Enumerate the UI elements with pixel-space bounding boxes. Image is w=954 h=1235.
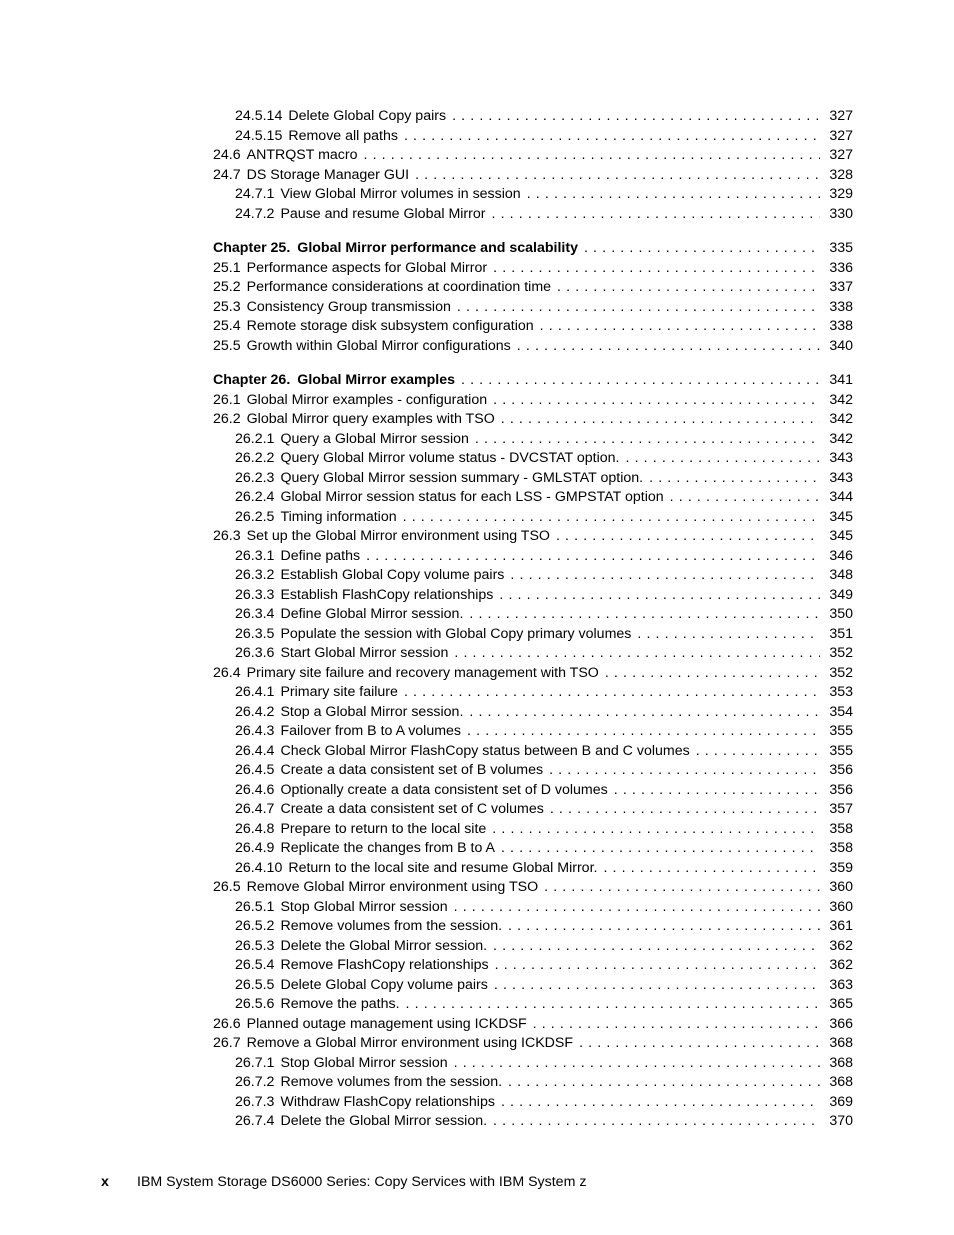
table-of-contents [213, 107, 853, 1132]
toc-entry[interactable] [213, 1112, 853, 1132]
toc-entry-title: Planned outage management using ICKDSF [246, 1015, 527, 1032]
toc-entry-page: 337 [829, 279, 853, 295]
toc-entry-page: 344 [829, 489, 853, 505]
toc-entry-page: 363 [829, 976, 853, 993]
dot-leader [501, 1093, 820, 1113]
toc-entry-number: 25.5 [213, 337, 241, 354]
dot-leader [415, 166, 820, 186]
toc-entry-title: Remove a Global Mirror environment using ICKDSF [246, 1035, 574, 1051]
toc-entry-number: 26.3.6 [235, 645, 275, 661]
toc-entry-page: 342 [829, 391, 853, 408]
toc-entry[interactable] [213, 146, 853, 166]
toc-entry-number: 26.5.4 [235, 957, 275, 973]
dot-leader [544, 878, 820, 898]
toc-entry-page: 348 [829, 567, 853, 583]
toc-entry-title: Define paths [280, 547, 361, 564]
toc-entry[interactable] [213, 508, 853, 528]
toc-entry-title: Remove the paths. [280, 996, 400, 1012]
toc-entry-page: 368 [829, 1074, 853, 1090]
toc-entry-title: Prepare to return to the local site [280, 820, 487, 837]
toc-entry[interactable] [213, 664, 853, 684]
toc-entry[interactable] [213, 1015, 853, 1035]
toc-entry-title: Timing information [280, 508, 397, 525]
toc-entry-number: 26.4.3 [235, 723, 275, 739]
toc-entry-title: View Global Mirror volumes in session [280, 186, 521, 202]
toc-entry-page: 343 [829, 469, 853, 486]
toc-entry-page: 327 [829, 147, 853, 163]
toc-entry[interactable] [213, 917, 853, 937]
toc-entry-title: Primary site failure [280, 684, 398, 700]
page-number: x [101, 1174, 109, 1190]
dot-leader [637, 625, 820, 645]
toc-entry[interactable] [213, 820, 853, 840]
toc-entry[interactable] [213, 337, 853, 357]
toc-entry-number: 24.7 [213, 166, 241, 183]
toc-entry-number: 26.4 [213, 664, 241, 681]
dot-leader [493, 391, 820, 411]
toc-entry[interactable] [213, 1073, 853, 1093]
toc-entry-number: 26.2.2 [235, 450, 275, 466]
toc-entry[interactable] [213, 1054, 853, 1074]
toc-entry[interactable] [213, 391, 853, 411]
toc-entry-title: Global Mirror session status for each LSS - GMPSTAT option [280, 489, 664, 505]
toc-entry-title: Global Mirror examples [297, 372, 455, 388]
toc-entry[interactable] [213, 278, 853, 298]
toc-entry-page: 365 [829, 996, 853, 1012]
toc-entry[interactable] [213, 781, 853, 801]
toc-entry[interactable] [213, 878, 853, 898]
toc-entry-page: 328 [829, 166, 853, 183]
toc-entry-page: 357 [829, 801, 853, 817]
toc-entry-number: 26.4.5 [235, 762, 275, 778]
dot-leader [556, 527, 820, 547]
toc-entry-page: 335 [829, 240, 853, 256]
toc-entry-title: Delete Global Copy pairs [288, 108, 447, 124]
toc-entry-page: 338 [829, 318, 853, 334]
toc-entry[interactable] [213, 107, 853, 127]
toc-entry-page: 355 [829, 742, 853, 759]
toc-entry-number: 26.5.3 [235, 937, 275, 954]
dot-leader [499, 586, 820, 606]
toc-entry-number: 26.3.3 [235, 586, 275, 603]
dot-leader [493, 1112, 820, 1132]
toc-entry-number: 26.4.8 [235, 820, 275, 837]
toc-entry[interactable] [213, 976, 853, 996]
toc-block [213, 107, 853, 224]
toc-entry-title: Global Mirror examples - configuration [246, 391, 488, 408]
toc-entry-title: Stop Global Mirror session [280, 1054, 448, 1071]
toc-entry-title: Remove volumes from the session. [280, 1074, 503, 1090]
dot-leader [454, 898, 820, 918]
toc-entry-number: 26.7.3 [235, 1093, 275, 1110]
toc-entry-number: 26.5 [213, 879, 241, 895]
toc-entry-page: 342 [829, 411, 853, 427]
toc-entry[interactable] [213, 742, 853, 762]
toc-entry-number: 26.2.3 [235, 469, 275, 486]
toc-entry-title: Delete Global Copy volume pairs [280, 976, 488, 993]
toc-entry[interactable] [213, 205, 853, 225]
dot-leader [605, 664, 820, 684]
page-footer [101, 1173, 586, 1191]
toc-entry[interactable] [213, 430, 853, 450]
toc-entry-number: 24.5.14 [235, 108, 283, 124]
toc-entry-number: 26.4.1 [235, 684, 275, 700]
toc-entry[interactable] [213, 298, 853, 318]
toc-entry-page: 362 [829, 957, 853, 973]
toc-entry-title: Query Global Mirror session summary - GMLSTAT option. [280, 469, 644, 486]
toc-entry-page: 352 [829, 664, 853, 681]
toc-entry[interactable] [213, 956, 853, 976]
toc-entry[interactable] [213, 1093, 853, 1113]
toc-entry-title: Stop Global Mirror session [280, 898, 448, 915]
dot-leader [475, 430, 820, 450]
toc-entry-number: 26.5.6 [235, 996, 275, 1012]
toc-entry-number: 26.7.1 [235, 1054, 275, 1071]
toc-entry[interactable] [213, 469, 853, 489]
toc-entry-page: 358 [829, 840, 853, 856]
toc-entry-page: 370 [829, 1113, 853, 1129]
toc-block [213, 371, 853, 1132]
toc-entry-number: 24.6 [213, 147, 241, 163]
toc-entry-title: Global Mirror query examples with TSO [246, 411, 495, 427]
toc-entry-page: 341 [829, 372, 853, 388]
toc-entry-number: 26.4.10 [235, 859, 283, 876]
toc-entry-number: 26.4.2 [235, 703, 275, 720]
toc-entry-page: 350 [829, 606, 853, 622]
toc-entry-page: 353 [829, 684, 853, 700]
dot-leader [454, 644, 820, 664]
dot-leader [550, 800, 820, 820]
toc-entry-number: 25.3 [213, 298, 241, 315]
toc-entry-number: 26.3.4 [235, 606, 275, 622]
toc-entry-title: Pause and resume Global Mirror [280, 205, 486, 222]
toc-entry-number: 24.7.1 [235, 186, 275, 202]
toc-entry-number: 26.7.2 [235, 1074, 275, 1090]
toc-entry-number: 26.3 [213, 528, 241, 544]
toc-entry-page: 327 [829, 108, 853, 124]
toc-entry-page: 352 [829, 645, 853, 661]
dot-leader [467, 722, 820, 742]
toc-entry[interactable] [213, 703, 853, 723]
toc-entry-title: Global Mirror performance and scalability [297, 240, 578, 256]
toc-entry[interactable] [213, 644, 853, 664]
toc-entry-page: 338 [829, 298, 853, 315]
toc-entry-page: 340 [829, 337, 853, 354]
toc-entry[interactable] [213, 800, 853, 820]
dot-leader [469, 605, 820, 625]
toc-entry-title: Stop a Global Mirror session. [280, 703, 464, 720]
toc-entry-number: 26.3.2 [235, 567, 275, 583]
toc-entry-page: 354 [829, 703, 853, 720]
book-title: IBM System Storage DS6000 Series: Copy Services with IBM System z [137, 1174, 587, 1190]
toc-entry-number: 26.6 [213, 1015, 241, 1032]
toc-entry-number: 26.2.5 [235, 508, 275, 525]
dot-leader [540, 317, 820, 337]
dot-leader [461, 371, 820, 391]
dot-leader [508, 917, 820, 937]
dot-leader [603, 859, 820, 879]
toc-entry-number: Chapter 25. [213, 240, 291, 256]
toc-entry-title: Establish FlashCopy relationships [280, 586, 494, 603]
toc-entry-number: Chapter 26. [213, 372, 291, 388]
toc-entry-number: 26.5.2 [235, 918, 275, 934]
toc-entry-title: Withdraw FlashCopy relationships [280, 1093, 495, 1110]
toc-entry[interactable] [213, 898, 853, 918]
toc-entry-number: 24.7.2 [235, 205, 275, 222]
toc-entry[interactable] [213, 449, 853, 469]
dot-leader [495, 956, 820, 976]
dot-leader [625, 449, 820, 469]
toc-entry-title: Remove FlashCopy relationships [280, 957, 489, 973]
toc-entry-page: 368 [829, 1035, 853, 1051]
toc-entry-number: 26.2.4 [235, 489, 275, 505]
toc-entry-number: 26.4.4 [235, 742, 275, 759]
toc-entry-page: 330 [829, 205, 853, 222]
toc-entry-page: 356 [829, 762, 853, 778]
toc-entry-title: Remove volumes from the session. [280, 918, 503, 934]
dot-leader [614, 781, 820, 801]
toc-entry[interactable] [213, 410, 853, 430]
toc-entry-title: Consistency Group transmission [246, 298, 451, 315]
toc-entry[interactable] [213, 1034, 853, 1054]
toc-entry[interactable] [213, 839, 853, 859]
dot-leader [404, 127, 820, 147]
toc-entry-title: Query Global Mirror volume status - DVCSTAT option. [280, 450, 620, 466]
dot-leader [696, 742, 820, 762]
toc-entry[interactable] [213, 566, 853, 586]
dot-leader [501, 410, 820, 430]
toc-entry[interactable] [213, 488, 853, 508]
toc-entry-page: 336 [829, 259, 853, 276]
toc-entry[interactable] [213, 761, 853, 781]
toc-entry-title: ANTRQST macro [246, 147, 358, 163]
toc-entry[interactable] [213, 317, 853, 337]
dot-leader [454, 1054, 820, 1074]
dot-leader [557, 278, 820, 298]
toc-entry-title: Create a data consistent set of C volumes [280, 801, 544, 817]
toc-entry-page: 343 [829, 450, 853, 466]
dot-leader [406, 995, 820, 1015]
dot-leader [364, 146, 820, 166]
toc-entry-number: 26.2.1 [235, 430, 275, 447]
dot-leader [584, 239, 820, 259]
toc-entry-page: 366 [829, 1015, 853, 1032]
toc-entry-number: 26.1 [213, 391, 241, 408]
dot-leader [452, 107, 820, 127]
toc-entry-page: 349 [829, 586, 853, 603]
dot-leader [493, 937, 820, 957]
toc-entry[interactable] [213, 625, 853, 645]
toc-entry[interactable] [213, 185, 853, 205]
toc-entry-page: 368 [829, 1054, 853, 1071]
dot-leader [493, 259, 820, 279]
toc-block [213, 239, 853, 356]
toc-entry-page: 359 [829, 859, 853, 876]
toc-entry-number: 26.4.7 [235, 801, 275, 817]
toc-entry[interactable] [213, 605, 853, 625]
toc-entry-number: 26.7.4 [235, 1113, 275, 1129]
toc-entry-number: 26.2 [213, 411, 241, 427]
toc-chapter-entry[interactable] [213, 239, 853, 259]
toc-entry-number: 26.5.1 [235, 898, 275, 915]
dot-leader [404, 683, 820, 703]
toc-entry[interactable] [213, 166, 853, 186]
toc-entry[interactable] [213, 547, 853, 567]
toc-entry-number: 26.3.5 [235, 625, 275, 642]
toc-entry-title: Query a Global Mirror session [280, 430, 469, 447]
toc-entry-page: 360 [829, 879, 853, 895]
toc-entry-page: 351 [829, 625, 853, 642]
toc-entry-title: Return to the local site and resume Global Mirror. [288, 859, 598, 876]
toc-entry[interactable] [213, 722, 853, 742]
toc-entry-page: 355 [829, 723, 853, 739]
toc-entry-title: Define Global Mirror session. [280, 606, 464, 622]
toc-entry[interactable] [213, 859, 853, 879]
dot-leader [403, 508, 820, 528]
toc-entry-number: 26.3.1 [235, 547, 275, 564]
toc-entry-title: Growth within Global Mirror configurations [246, 337, 511, 354]
toc-entry-title: Create a data consistent set of B volumes [280, 762, 544, 778]
toc-entry[interactable] [213, 586, 853, 606]
toc-entry-title: Replicate the changes from B to A [280, 840, 495, 856]
toc-entry-title: Failover from B to A volumes [280, 723, 462, 739]
toc-entry-number: 25.4 [213, 318, 241, 334]
toc-entry-number: 26.5.5 [235, 976, 275, 993]
toc-entry-title: Remote storage disk subsystem configuration [246, 318, 534, 334]
toc-entry-number: 25.2 [213, 279, 241, 295]
toc-entry-number: 26.4.6 [235, 781, 275, 798]
toc-entry-page: 369 [829, 1093, 853, 1110]
toc-entry[interactable] [213, 995, 853, 1015]
toc-entry-title: Check Global Mirror FlashCopy status between B and C volumes [280, 742, 690, 759]
dot-leader [670, 488, 820, 508]
toc-entry-title: Start Global Mirror session [280, 645, 449, 661]
dot-leader [510, 566, 820, 586]
toc-chapter-entry[interactable] [213, 371, 853, 391]
toc-entry-title: Remove all paths [288, 127, 398, 144]
toc-entry-title: Establish Global Copy volume pairs [280, 567, 505, 583]
toc-entry-title: Delete the Global Mirror session. [280, 937, 488, 954]
toc-entry-page: 361 [829, 918, 853, 934]
dot-leader [494, 976, 820, 996]
toc-entry[interactable] [213, 259, 853, 279]
toc-entry-title: Performance considerations at coordination time [246, 279, 552, 295]
toc-entry-page: 362 [829, 937, 853, 954]
toc-entry-number: 24.5.15 [235, 127, 283, 144]
toc-entry[interactable] [213, 527, 853, 547]
dot-leader [501, 839, 820, 859]
dot-leader [508, 1073, 820, 1093]
toc-entry-title: Remove Global Mirror environment using TSO [246, 879, 539, 895]
dot-leader [457, 298, 820, 318]
toc-entry-page: 346 [829, 547, 853, 564]
toc-entry-page: 342 [829, 430, 853, 447]
dot-leader [469, 703, 820, 723]
toc-entry-page: 356 [829, 781, 853, 798]
toc-entry-number: 26.4.9 [235, 840, 275, 856]
toc-entry-title: Optionally create a data consistent set of D volumes [280, 781, 608, 798]
toc-entry-title: Delete the Global Mirror session. [280, 1113, 488, 1129]
dot-leader [533, 1015, 820, 1035]
toc-entry[interactable] [213, 937, 853, 957]
dot-leader [492, 820, 820, 840]
toc-entry[interactable] [213, 683, 853, 703]
dot-leader [366, 547, 820, 567]
toc-entry-page: 345 [829, 528, 853, 544]
toc-entry[interactable] [213, 127, 853, 147]
toc-entry-title: Set up the Global Mirror environment using TSO [246, 528, 550, 544]
dot-leader [491, 205, 820, 225]
dot-leader [579, 1034, 820, 1054]
toc-entry-title: Performance aspects for Global Mirror [246, 259, 488, 276]
toc-entry-page: 329 [829, 186, 853, 202]
toc-entry-page: 327 [829, 127, 853, 144]
dot-leader [549, 761, 820, 781]
toc-entry-page: 345 [829, 508, 853, 525]
dot-leader [517, 337, 820, 357]
dot-leader [649, 469, 820, 489]
toc-entry-number: 26.7 [213, 1035, 241, 1051]
toc-entry-title: DS Storage Manager GUI [246, 166, 410, 183]
toc-entry-title: Primary site failure and recovery management with TSO [246, 664, 599, 681]
toc-entry-number: 25.1 [213, 259, 241, 276]
toc-entry-page: 358 [829, 820, 853, 837]
dot-leader [527, 185, 820, 205]
toc-entry-title: Populate the session with Global Copy primary volumes [280, 625, 632, 642]
toc-entry-page: 360 [829, 898, 853, 915]
